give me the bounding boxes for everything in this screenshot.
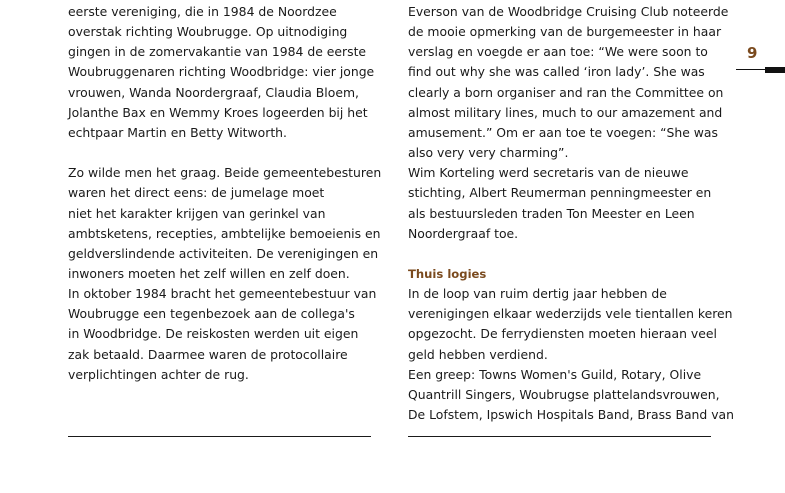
text-line: Everson van de Woodbridge Cruising Club noteerde xyxy=(408,4,729,19)
text-line: almost military lines, much to our amazement and xyxy=(408,104,723,120)
left-column-footer-rule xyxy=(68,436,371,437)
text-line: verplichtingen achter de rug. xyxy=(68,366,249,382)
text-line: In de loop van ruim dertig jaar hebben de xyxy=(408,286,667,302)
left-paragraph-2 xyxy=(68,163,382,385)
right-paragraph-2 xyxy=(408,284,734,425)
right-column xyxy=(408,2,734,425)
text-line: verslag en voegde er aan toe: “We were soon to xyxy=(408,44,708,60)
right-paragraph-1 xyxy=(408,2,729,244)
text-line: In oktober 1984 bracht het gemeentebestuur van xyxy=(68,286,377,302)
text-line: also very very charming”. xyxy=(408,145,569,161)
text-line: geld hebben verdiend. xyxy=(408,346,548,362)
text-line: niet het karakter krijgen van gerinkel van xyxy=(68,205,326,221)
text-line: de mooie opmerking van de burgemeester in haar xyxy=(408,24,722,40)
left-column xyxy=(68,2,382,385)
text-line: find out why she was called ‘iron lady’. She was xyxy=(408,64,705,80)
text-line: verenigingen elkaar wederzijds vele tientallen keren xyxy=(408,306,733,322)
text-line: Noordergraaf toe. xyxy=(408,225,519,241)
text-line: overstak richting Woubrugge. Op uitnodiging xyxy=(68,24,348,40)
text-line: echtpaar Martin en Betty Witworth. xyxy=(68,124,287,140)
text-line: geldverslindende activiteiten. De verenigingen en xyxy=(68,245,379,261)
text-line: eerste vereniging, die in 1984 de Noordzee xyxy=(68,4,337,19)
text-line: Wim Korteling werd secretaris van de nieuwe xyxy=(408,165,689,181)
text-line: Jolanthe Bax en Wemmy Kroes logeerden bij het xyxy=(68,104,368,120)
text-line: Woubrugge een tegenbezoek aan de collega's xyxy=(68,306,355,322)
page-number: 9 xyxy=(747,44,758,62)
text-line: vrouwen, Wanda Noordergraaf, Claudia Bloem, xyxy=(68,84,359,100)
text-line: clearly a born organiser and ran the Committee on xyxy=(408,84,724,100)
text-line: Quantrill Singers, Woubrugse plattelandsvrouwen, xyxy=(408,386,720,402)
section-heading: Thuis logies xyxy=(408,267,487,282)
right-column-footer-rule xyxy=(408,436,711,437)
text-line: amusement.” Om er aan toe te voegen: “She was xyxy=(408,124,718,140)
text-line: in Woodbridge. De reiskosten werden uit eigen xyxy=(68,326,359,342)
text-line: gingen in de zomervakantie van 1984 de eerste xyxy=(68,44,367,60)
text-line: ambtsketens, recepties, ambtelijke bemoeienis en xyxy=(68,225,381,241)
text-line: als bestuursleden traden Ton Meester en Leen xyxy=(408,205,695,221)
text-line: waren het direct eens: de jumelage moet xyxy=(68,185,325,201)
text-line: inwoners moeten het zelf willen en zelf doen. xyxy=(68,266,350,282)
left-paragraph-1 xyxy=(68,2,373,143)
text-line: Een greep: Towns Women's Guild, Rotary, Olive xyxy=(408,366,702,382)
text-line: opgezocht. De ferrydiensten moeten hieraan veel xyxy=(408,326,717,342)
text-line: Zo wilde men het graag. Beide gemeentebesturen xyxy=(68,165,382,181)
text-line: Woubruggenaren richting Woodbridge: vier jonge xyxy=(68,64,375,80)
paragraph-spacer xyxy=(408,244,713,264)
text-line: zak betaald. Daarmee waren de protocollaire xyxy=(68,346,348,362)
text-line: stichting, Albert Reumerman penningmeester en xyxy=(408,185,712,201)
page-marker-line xyxy=(736,69,765,70)
paragraph-spacer xyxy=(68,143,373,163)
page-marker-bar xyxy=(765,67,785,73)
text-line: De Lofstem, Ipswich Hospitals Band, Brass Band van xyxy=(408,407,734,423)
